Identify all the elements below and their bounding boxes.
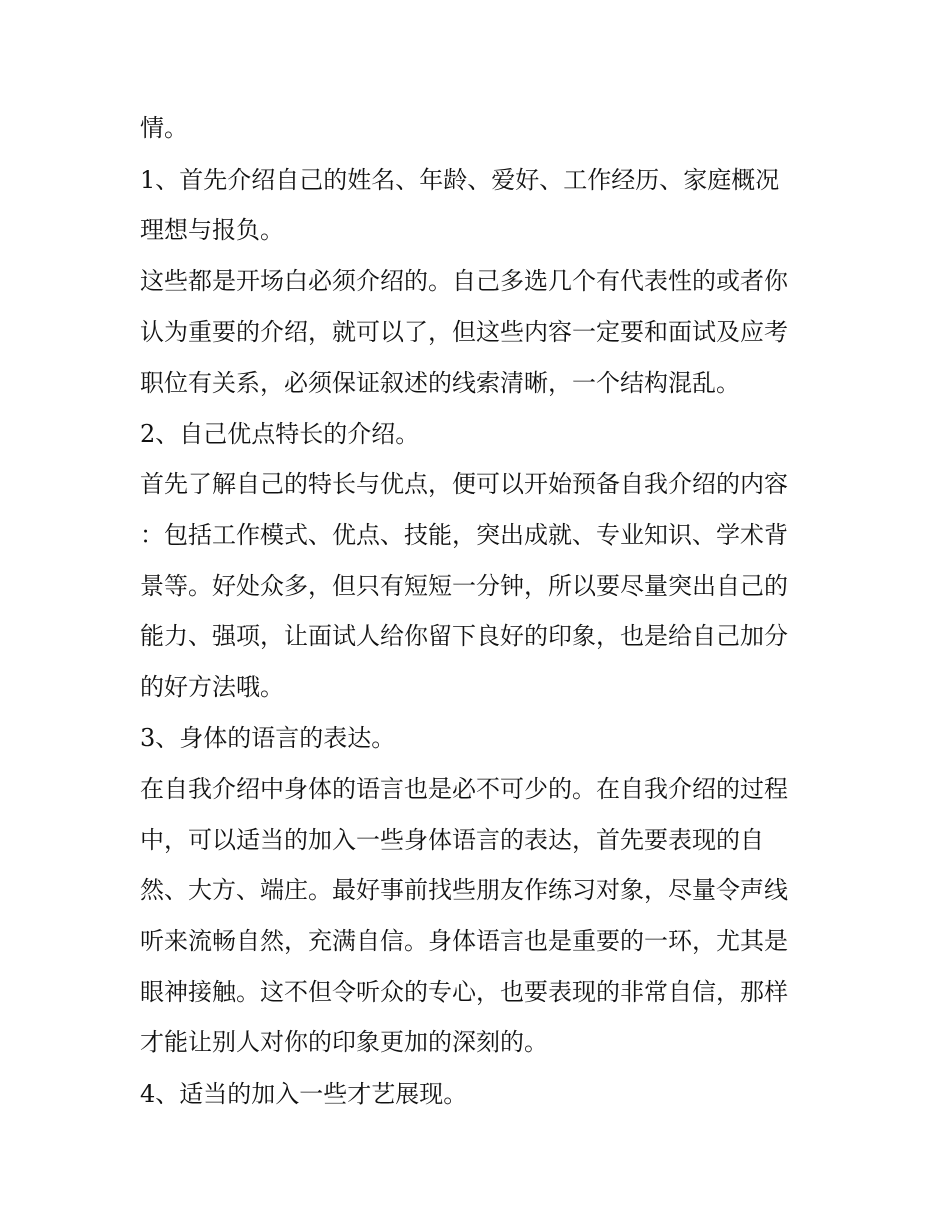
text-line: 首先了解自己的特长与优点，便可以开始预备自我介绍的内容: [140, 470, 788, 498]
text-line: 的好方法哦。: [140, 673, 284, 701]
text-line: 这些都是开场白必须介绍的。自己多选几个有代表性的或者你: [140, 267, 788, 295]
section-heading-1: 1、首先介绍自己的姓名、年龄、爱好、工作经历、家庭概况: [140, 166, 780, 194]
text-line: 然、大方、端庄。最好事前找些朋友作练习对象，尽量令声线: [140, 876, 788, 904]
text-line: 眼神接触。这不但令听众的专心，也要表现的非常自信，那样: [140, 978, 788, 1006]
text-line: 在自我介绍中身体的语言也是必不可少的。在自我介绍的过程: [140, 775, 788, 803]
text-line: ：包括工作模式、优点、技能，突出成就、专业知识、学术背: [140, 521, 788, 549]
text-line: 认为重要的介绍，就可以了，但这些内容一定要和面试及应考: [140, 318, 788, 346]
section-heading-4: 4、适当的加入一些才艺展现。: [140, 1080, 468, 1108]
text-line: 情。: [140, 114, 188, 142]
text-line: 才能让别人对你的印象更加的深刻的。: [140, 1028, 548, 1056]
text-line: 理想与报负。: [140, 216, 284, 244]
text-line: 听来流畅自然，充满自信。身体语言也是重要的一环，尤其是: [140, 927, 788, 955]
text-line: 中，可以适当的加入一些身体语言的表达，首先要表现的自: [140, 826, 764, 854]
section-heading-2: 2、自己优点特长的介绍。: [140, 420, 420, 448]
text-line: 能力、强项，让面试人给你留下良好的印象，也是给自己加分: [140, 622, 788, 650]
text-line: 职位有关系，必须保证叙述的线索清晰，一个结构混乱。: [140, 369, 740, 397]
section-heading-3: 3、身体的语言的表达。: [140, 724, 396, 752]
text-line: 景等。好处众多，但只有短短一分钟，所以要尽量突出自己的: [140, 572, 788, 600]
